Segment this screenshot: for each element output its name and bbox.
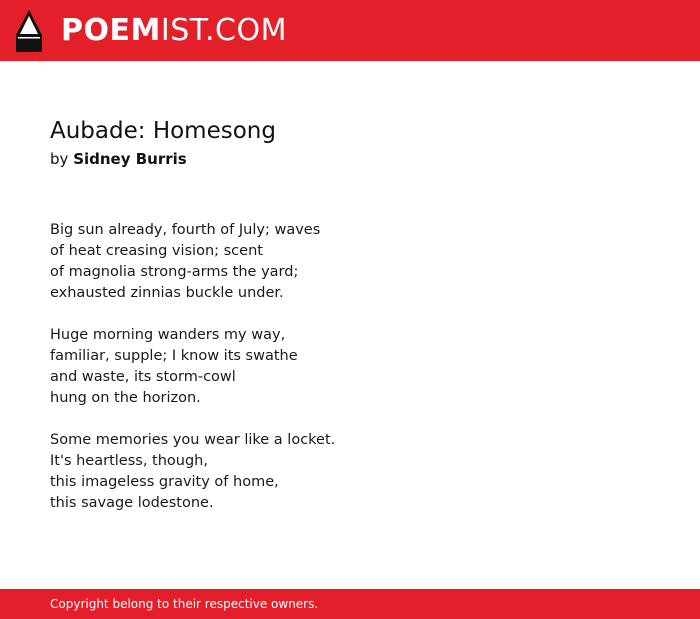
poem-line: Some memories you wear like a locket. [50, 432, 336, 448]
poem-line: of heat creasing vision; scent [50, 243, 263, 259]
site-footer [0, 589, 700, 619]
poem-line: It's heartless, though, [50, 453, 208, 469]
copyright-notice: Copyright belong to their respective owners. [50, 597, 319, 611]
byline-label: by [50, 150, 69, 168]
poem-title: Aubade: Homesong [50, 118, 276, 144]
poem-body [50, 220, 650, 514]
logo-text-light: IST.COM [160, 13, 287, 48]
logo-text-bold: POEM [61, 13, 161, 48]
stanza [50, 220, 650, 304]
poem-line: and waste, its storm-cowl [50, 369, 236, 385]
poem-line: this imageless gravity of home, [50, 474, 279, 490]
poem-byline [50, 147, 650, 171]
pencil-icon [16, 10, 42, 52]
site-logo-text [61, 13, 287, 48]
poem-line: this savage lodestone. [50, 495, 214, 511]
poem-line: exhausted zinnias buckle under. [50, 285, 284, 301]
stanza [50, 325, 650, 409]
poem-line: Big sun already, fourth of July; waves [50, 222, 321, 238]
poem-author: Sidney Burris [73, 150, 187, 168]
poem-content [50, 116, 650, 535]
poem-line: hung on the horizon. [50, 390, 201, 406]
site-header [0, 0, 700, 61]
poem-line: of magnolia strong-arms the yard; [50, 264, 299, 280]
stanza [50, 430, 650, 514]
poem-line: familiar, supple; I know its swathe [50, 348, 298, 364]
site-logo-link[interactable] [16, 9, 287, 53]
poem-line: Huge morning wanders my way, [50, 327, 286, 343]
